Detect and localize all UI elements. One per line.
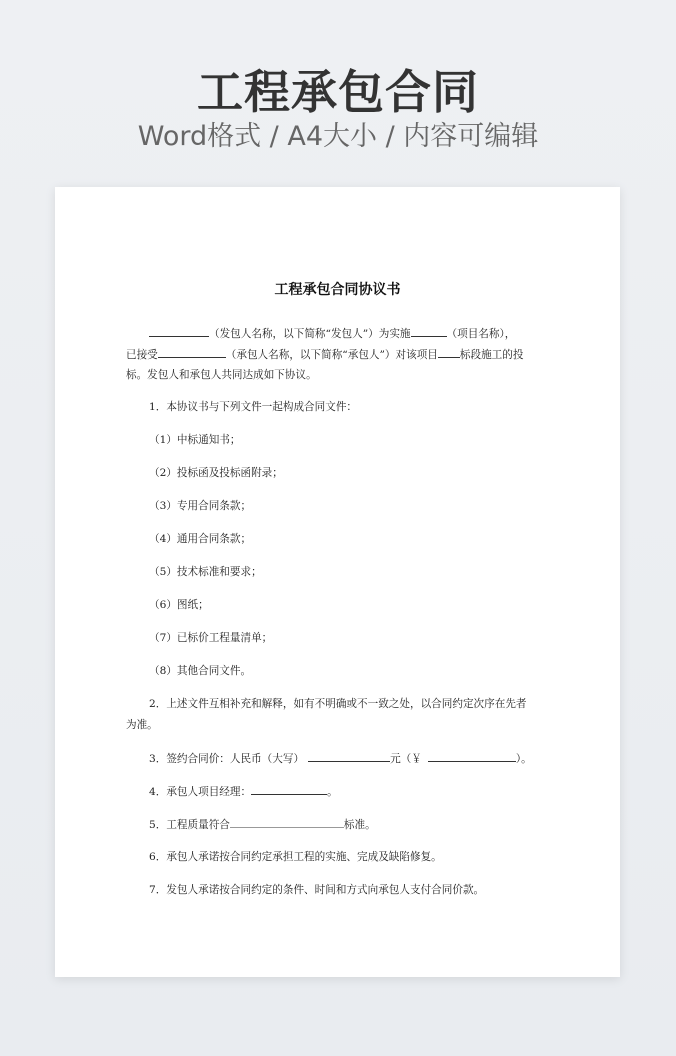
clause-4-suffix: 。 <box>327 786 338 798</box>
clause-4-prefix: 4．承包人项目经理： <box>149 786 252 798</box>
banner-title: 工程承包合同 <box>197 65 479 119</box>
clause-3-mid: 元（￥ <box>390 753 422 765</box>
document-item-8: （8）其他合同文件。 <box>149 665 252 677</box>
document-item-5: （5）技术标准和要求； <box>149 566 262 578</box>
quality-standard-blank[interactable] <box>230 816 344 828</box>
document-item-6: （6）图纸； <box>149 599 209 611</box>
project-name-blank[interactable] <box>411 325 447 337</box>
clause-7: 7．发包人承诺按合同约定的条件、时间和方式向承包人支付合同价款。 <box>149 884 485 896</box>
clause-2-line-2: 为准。 <box>126 719 158 731</box>
document-item-1: （1）中标通知书； <box>149 434 241 446</box>
clause-6: 6．承包人承诺按合同约定承担工程的实施、完成及缺陷修复。 <box>149 851 442 863</box>
document-title: 工程承包合同协议书 <box>274 282 401 298</box>
clause-5 <box>149 816 376 833</box>
clause-3 <box>149 750 532 767</box>
intro-line-2 <box>126 346 523 363</box>
intro-text-2: （项目名称）， <box>446 328 516 340</box>
employer-name-blank[interactable] <box>149 325 209 337</box>
document-page <box>55 187 620 977</box>
section-blank[interactable] <box>438 346 460 358</box>
intro-text-5: 标段施工的投 <box>459 349 524 361</box>
clause-1: 1．本协议书与下列文件一起构成合同文件： <box>149 401 358 413</box>
clause-5-suffix: 标准。 <box>343 819 376 831</box>
clause-4 <box>149 783 338 800</box>
intro-line-1 <box>149 325 515 342</box>
clause-3-suffix: ）。 <box>515 753 532 765</box>
document-item-4: （4）通用合同条款； <box>149 533 252 545</box>
contract-price-words-blank[interactable] <box>308 750 390 762</box>
contract-price-number-blank[interactable] <box>428 750 516 762</box>
intro-text-1: （发包人名称，以下简称“发包人”）为实施 <box>209 328 411 340</box>
contractor-name-blank[interactable] <box>158 346 226 358</box>
intro-text-3: 已接受 <box>126 349 158 361</box>
document-item-2: （2）投标函及投标函附录； <box>149 467 283 479</box>
banner-header <box>0 0 676 180</box>
project-manager-blank[interactable] <box>251 783 327 795</box>
document-item-7: （7）已标价工程量清单； <box>149 632 273 644</box>
clause-3-prefix: 3．签约合同价：人民币（大写） <box>149 753 305 765</box>
clause-5-prefix: 5．工程质量符合 <box>149 819 230 831</box>
document-item-3: （3）专用合同条款； <box>149 500 252 512</box>
intro-line-3: 标。发包人和承包人共同达成如下协议。 <box>126 369 317 381</box>
clause-2-line-1: 2．上述文件互相补充和解释，如有不明确或不一致之处，以合同约定次序在先者 <box>149 698 527 710</box>
banner-subtitle: Word格式 / A4大小 / 内容可编辑 <box>137 121 539 152</box>
intro-text-4: （承包人名称，以下简称“承包人”）对该项目 <box>225 349 438 361</box>
